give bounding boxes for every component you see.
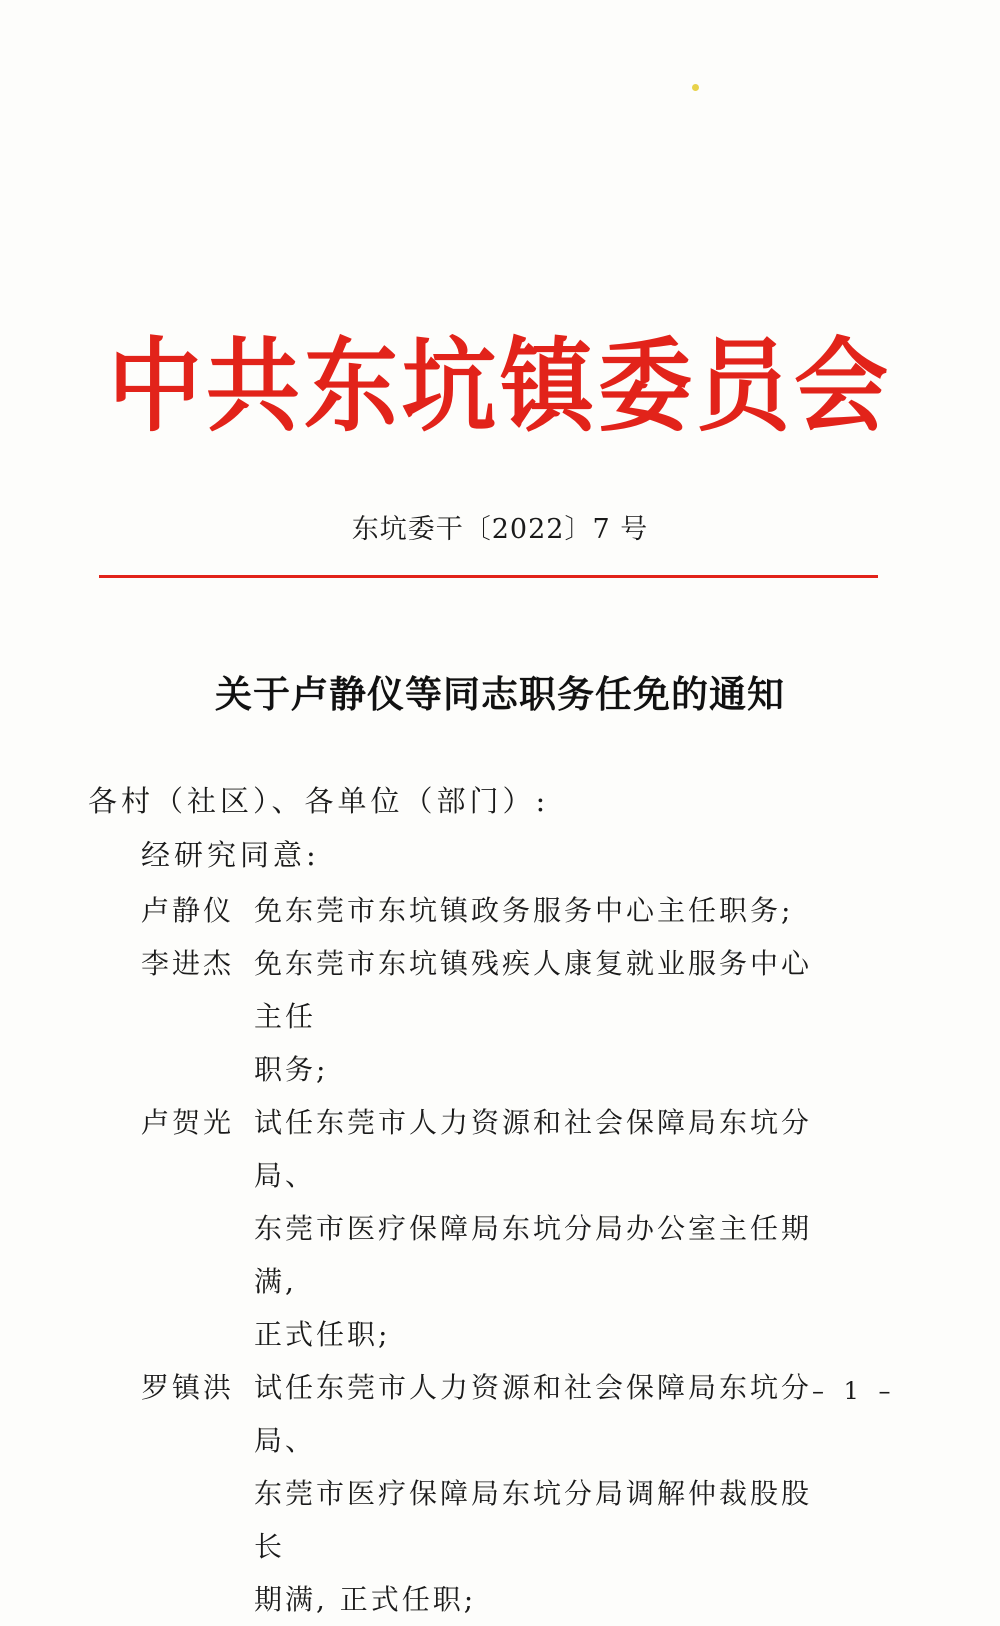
- red-divider-line: [99, 575, 878, 578]
- appointment-text: [254, 1361, 814, 1626]
- appointment-text: [254, 1096, 814, 1361]
- appointment-entry: [141, 937, 841, 1096]
- text-line: 东莞市医疗保障局东坑分局办公室主任期满,: [254, 1212, 813, 1298]
- appointment-list: [141, 884, 841, 1626]
- appointment-entry: [141, 1096, 841, 1361]
- person-name: 李进杰: [141, 947, 235, 980]
- text-line: 免东莞市东坑镇政务服务中心主任职务;: [254, 894, 794, 927]
- text-line: 试任东莞市人力资源和社会保障局东坑分局、: [254, 1106, 813, 1192]
- person-name: 罗镇洪: [141, 1371, 235, 1404]
- appointment-text: [254, 937, 814, 1096]
- salutation: 各村（社区）、各单位（部门）:: [88, 784, 550, 818]
- page-number: – 1 –: [812, 1377, 897, 1405]
- masthead: 中共东坑镇委员会: [107, 328, 892, 447]
- text-line: 东莞市医疗保障局东坑分局调解仲裁股股长: [254, 1477, 813, 1563]
- text-line: 职务;: [254, 1053, 329, 1086]
- document-title: 关于卢静仪等同志职务任免的通知: [215, 672, 785, 716]
- text-line: 试任东莞市人力资源和社会保障局东坑分局、: [254, 1371, 813, 1457]
- appointment-entry: [141, 884, 841, 937]
- person-name: 卢贺光: [141, 1106, 235, 1139]
- intro-line: 经研究同意:: [141, 838, 320, 872]
- scan-speck: [692, 84, 699, 91]
- person-name: 卢静仪: [141, 894, 235, 927]
- text-line: 正式任职;: [254, 1318, 391, 1351]
- appointment-entry: [141, 1361, 841, 1626]
- document-number: 东坑委干〔2022〕7 号: [351, 514, 649, 545]
- text-line: 期满, 正式任职;: [254, 1583, 477, 1616]
- text-line: 免东莞市东坑镇残疾人康复就业服务中心主任: [254, 947, 813, 1033]
- appointment-text: [254, 884, 814, 937]
